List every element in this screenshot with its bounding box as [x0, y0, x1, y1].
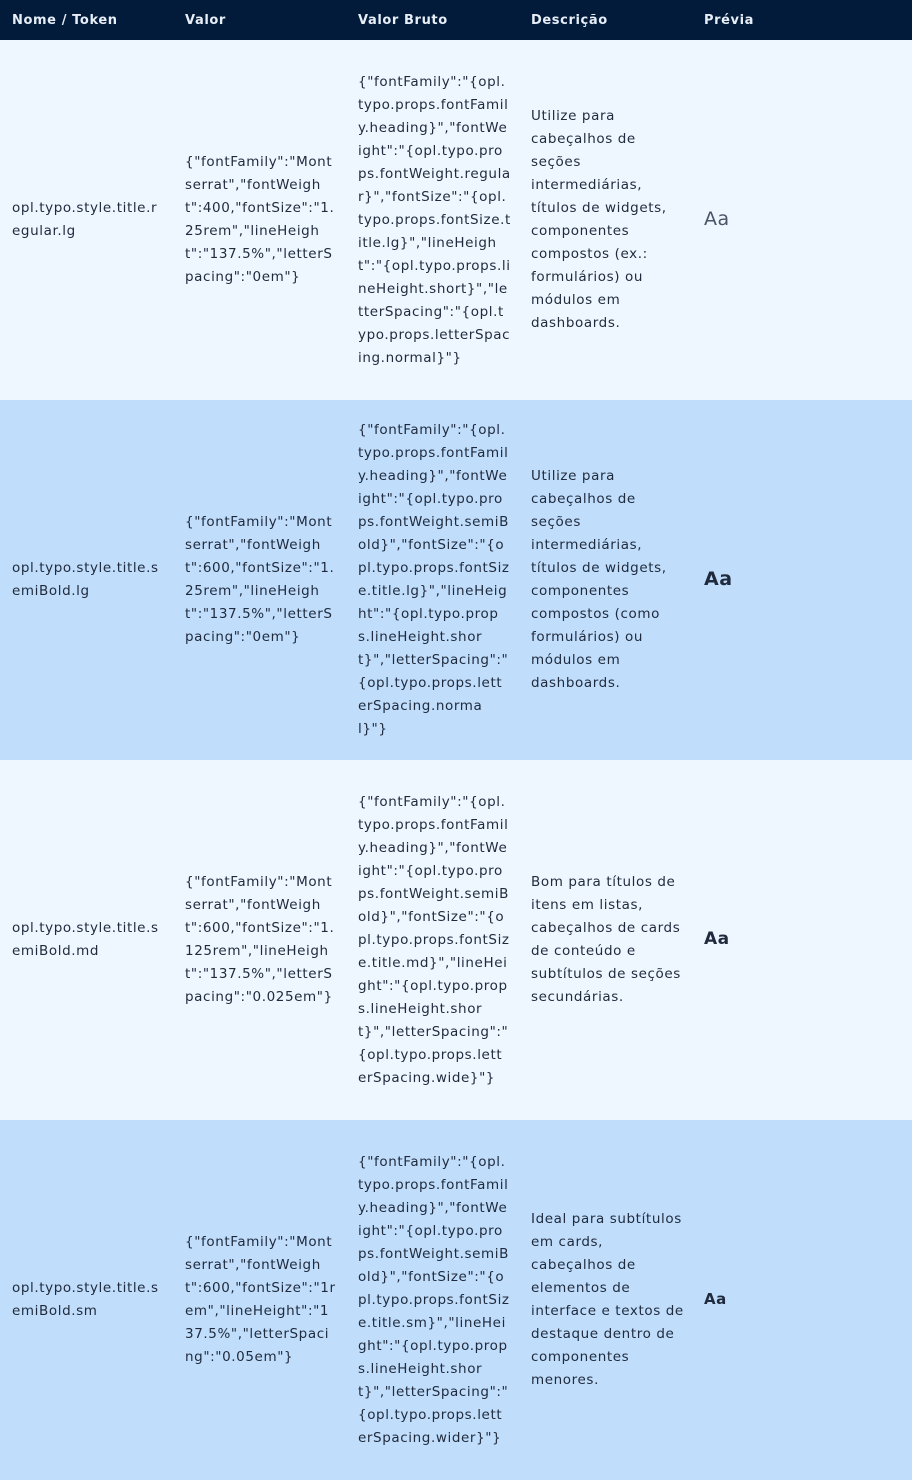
token-preview	[692, 568, 912, 593]
preview-sample: Aa	[704, 567, 733, 590]
preview-sample: Aa	[704, 1290, 727, 1308]
token-name: opl.typo.style.title.semiBold.md	[12, 920, 159, 959]
token-value: {"fontFamily":"Montserrat","fontWeight":600,"fontSize":"1.25rem","lineHeight":"137.5%","letterSpacing":"0em"}	[185, 514, 335, 645]
token-description: Utilize para cabeçalhos de seções intermediárias, títulos de widgets, componentes compostos (como formulários) ou módulos em dashboards.	[531, 468, 667, 691]
token-description: Ideal para subtítulos em cards, cabeçalhos de elementos de interface e textos de destaque dentro de componentes menores.	[531, 1211, 684, 1388]
token-name: opl.typo.style.title.semiBold.sm	[12, 1280, 159, 1319]
column-header-description: Descrição	[531, 12, 608, 28]
table-header	[0, 0, 912, 40]
preview-sample: Aa	[704, 929, 730, 949]
token-value: {"fontFamily":"Montserrat","fontWeight":600,"fontSize":"1rem","lineHeight":"137.5%","letterSpacing":"0.05em"}	[185, 1234, 336, 1365]
column-header-name: Nome / Token	[12, 12, 118, 28]
token-value: {"fontFamily":"Montserrat","fontWeight":400,"fontSize":"1.25rem","lineHeight":"137.5%","letterSpacing":"0em"}	[185, 154, 335, 285]
token-preview	[692, 928, 912, 952]
token-description: Utilize para cabeçalhos de seções intermediárias, títulos de widgets, componentes compostos (ex.: formulários) ou módulos em dashboards.	[531, 108, 667, 331]
token-value: {"fontFamily":"Montserrat","fontWeight":600,"fontSize":"1.125rem","lineHeight":"137.5%","letterSpacing":"0.025em"}	[185, 874, 335, 1005]
token-preview	[692, 208, 912, 233]
token-raw-value: {"fontFamily":"{opl.typo.props.fontFamily.heading}","fontWeight":"{opl.typo.props.fontWeight.semiBold}","fontSize":"{opl.typo.props.fontSize.title.sm}","lineHeight":"{opl.typo.props.lineHeight.short}","letterSpacing":"{opl.typo.props.letterSpacing.wider}"}	[358, 1153, 510, 1446]
token-raw-value: {"fontFamily":"{opl.typo.props.fontFamily.heading}","fontWeight":"{opl.typo.props.fontWeight.semiBold}","fontSize":"{opl.typo.props.fontSize.title.md}","lineHeight":"{opl.typo.props.lineHeight.short}","letterSpacing":"{opl.typo.props.letterSpacing.wide}"}	[358, 793, 510, 1086]
token-preview	[692, 1288, 912, 1312]
column-header-preview: Prévia	[704, 12, 755, 28]
table-row	[0, 760, 912, 1120]
token-raw-value: {"fontFamily":"{opl.typo.props.fontFamily.heading}","fontWeight":"{opl.typo.props.fontWeight.semiBold}","fontSize":"{opl.typo.props.fontSize.title.lg}","lineHeight":"{opl.typo.props.lineHeight.short}","letterSpacing":"{opl.typo.props.letterSpacing.normal}"}	[358, 422, 510, 737]
table-row	[0, 1120, 912, 1480]
preview-sample: Aa	[704, 207, 730, 230]
table-row	[0, 40, 912, 400]
token-name: opl.typo.style.title.semiBold.lg	[12, 560, 159, 599]
token-raw-value: {"fontFamily":"{opl.typo.props.fontFamily.heading}","fontWeight":"{opl.typo.props.fontWeight.regular}","fontSize":"{opl.typo.props.fontSize.title.lg}","lineHeight":"{opl.typo.props.lineHeight.short}","letterSpacing":"{opl.typo.props.letterSpacing.normal}"}	[358, 73, 511, 366]
token-description: Bom para títulos de itens em listas, cabeçalhos de cards de conteúdo e subtítulos de seções secundárias.	[531, 874, 681, 1005]
token-name: opl.typo.style.title.regular.lg	[12, 200, 158, 239]
column-header-value: Valor	[185, 12, 226, 28]
column-header-raw-value: Valor Bruto	[358, 12, 448, 28]
table-row	[0, 400, 912, 760]
